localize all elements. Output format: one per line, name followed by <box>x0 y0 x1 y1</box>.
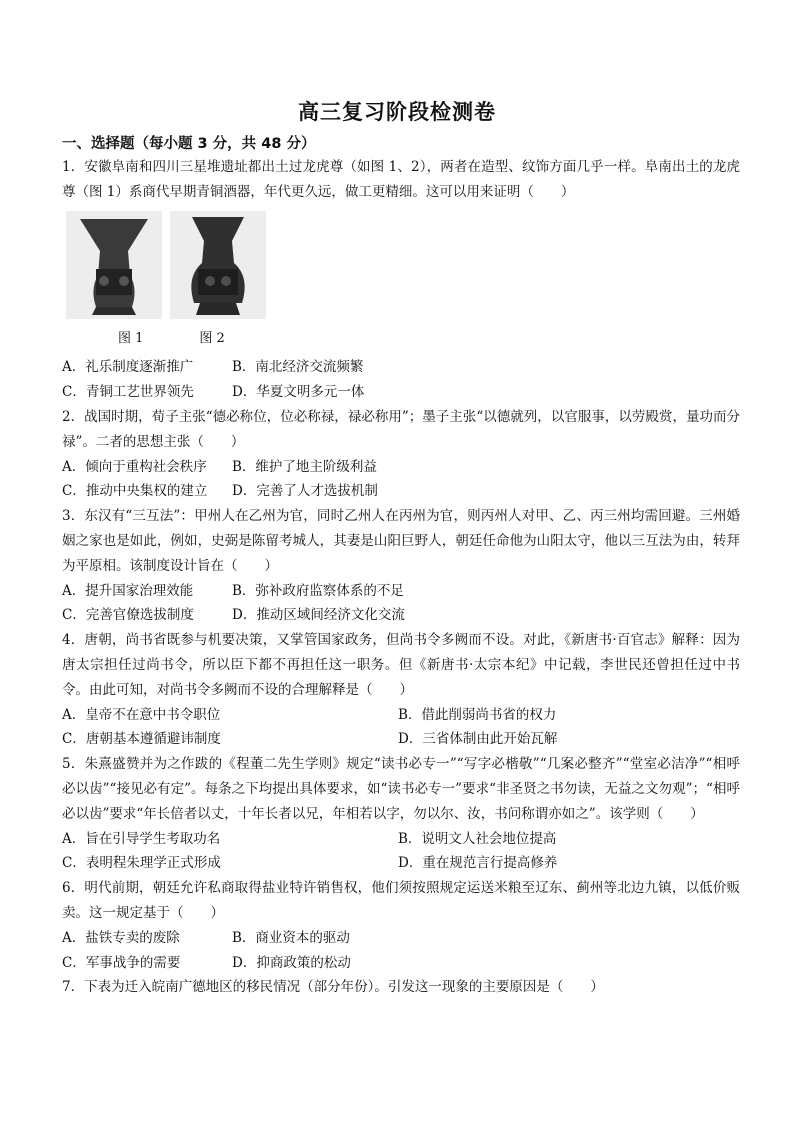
question-list <box>62 155 740 1000</box>
question-2-options <box>62 455 740 505</box>
question-2-stem: 2．战国时期，荀子主张“德必称位，位必称禄，禄必称用”；墨子主张“以德就列，以官服事，以劳殿赏，量功而分禄”。二者的思想主张（ ） <box>62 408 740 450</box>
option-d[interactable]: D．完善了人才选拔机制 <box>232 483 378 500</box>
option-d[interactable]: D．华夏文明多元一体 <box>232 384 365 401</box>
option-a[interactable]: A．皇帝不在意中书令职位 <box>62 706 221 723</box>
option-b[interactable]: B．南北经济交流频繁 <box>232 359 364 376</box>
question-3 <box>62 504 740 628</box>
question-4-options <box>62 703 740 753</box>
question-6-options <box>62 926 740 976</box>
figure-2-caption: 图 2 <box>199 330 225 346</box>
figure-1-caption: 图 1 <box>118 330 144 346</box>
question-1-stem: 1．安徽阜南和四川三星堆遗址都出土过龙虎尊（如图 1、2），两者在造型、纹饰方面几乎一样。阜南出土的龙虎尊（图 1）系商代早期青铜酒器，年代更久远，做工更精细。这可以用来证明（ ） <box>62 159 740 200</box>
option-b[interactable]: B．借此削弱尚书省的权力 <box>398 706 557 723</box>
figure-captions <box>118 327 740 352</box>
question-5 <box>62 752 740 876</box>
question-3-stem: 3．东汉有“三互法”：甲州人在乙州为官，同时乙州人在丙州为官，则丙州人对甲、乙、丙三州均需回避。三州婚姻之家也是如此，例如，史弼是陈留考城人，其妻是山阳巨野人，朝廷任命他为山阳太守，他以三互法为由，转拜为平原相。该制度设计旨在（ ） <box>62 508 740 574</box>
section-heading: 一、选择题（每小题 3 分，共 48 分） <box>62 136 316 152</box>
question-4 <box>62 628 740 752</box>
option-b[interactable]: B．弥补政府监察体系的不足 <box>232 582 404 599</box>
option-d[interactable]: D．抑商政策的松动 <box>232 954 351 971</box>
question-5-options <box>62 827 740 877</box>
option-d[interactable]: D．三省体制由此开始瓦解 <box>398 731 558 748</box>
option-c[interactable]: C．表明程朱理学正式形成 <box>62 855 221 872</box>
option-a[interactable]: A．旨在引导学生考取功名 <box>62 830 221 847</box>
option-c[interactable]: C．完善官僚选拔制度 <box>62 607 194 624</box>
option-a[interactable]: A．盐铁专卖的废除 <box>62 929 180 946</box>
option-c[interactable]: C．唐朝基本遵循避讳制度 <box>62 731 221 748</box>
question-3-options <box>62 579 740 629</box>
question-2 <box>62 405 740 504</box>
option-b[interactable]: B．商业资本的驱动 <box>232 929 350 946</box>
exam-title: 高三复习阶段检测卷 <box>298 100 496 124</box>
option-b[interactable]: B．说明文人社会地位提高 <box>398 830 557 847</box>
bronze-vessel-figure-2 <box>170 211 266 319</box>
question-6 <box>62 876 740 975</box>
option-b[interactable]: B．维护了地主阶级利益 <box>232 458 377 475</box>
option-a[interactable]: A．礼乐制度逐渐推广 <box>62 359 194 376</box>
question-4-stem: 4．唐朝，尚书省既参与机要决策，又掌管国家政务，但尚书令多阙而不设。对此，《新唐书·百官志》解释：因为唐太宗担任过尚书令，所以臣下都不再担任这一职务。但《新唐书·太宗本纪》中记载，李世民还曾担任过中书令。由此可知，对尚书令多阙而不设的合理解释是（ ） <box>62 632 740 698</box>
question-7-stem: 7．下表为迁入皖南广德地区的移民情况（部分年份）。引发这一现象的主要原因是（ ） <box>62 979 604 996</box>
option-d[interactable]: D．重在规范言行提高修养 <box>398 855 558 872</box>
option-c[interactable]: C．军事战争的需要 <box>62 954 181 971</box>
question-5-stem: 5．朱熹盛赞并为之作跋的《程董二先生学则》规定“读书必专一”“写字必楷敬”“几案必整齐”“堂室必洁净”“相呼必以齿”“接见必有定”。每条之下均提出具体要求，如“读书必专一”要求“非圣贤之书勿读，无益之文勿观”；“相呼必以齿”要求“年长倍者以丈，十年长者以兄，年相若以字，勿以尔、汝，书问称谓亦如之”。该学则（ ） <box>62 756 740 822</box>
option-d[interactable]: D．推动区域间经济文化交流 <box>232 607 405 624</box>
option-a[interactable]: A．提升国家治理效能 <box>62 582 194 599</box>
figure-row <box>66 211 740 319</box>
question-7 <box>62 975 740 1000</box>
bronze-vessel-figure-1 <box>66 211 162 319</box>
option-c[interactable]: C．推动中央集权的建立 <box>62 483 208 500</box>
option-a[interactable]: A．倾向于重构社会秩序 <box>62 458 207 475</box>
question-6-stem: 6．明代前期，朝廷允许私商取得盐业特许销售权，他们须按照规定运送米粮至辽东、蓟州等北边九镇，以低价贩卖。这一规定基于（ ） <box>62 880 740 921</box>
question-1-options <box>62 355 740 405</box>
question-1 <box>62 155 740 405</box>
option-c[interactable]: C．青铜工艺世界领先 <box>62 384 194 401</box>
